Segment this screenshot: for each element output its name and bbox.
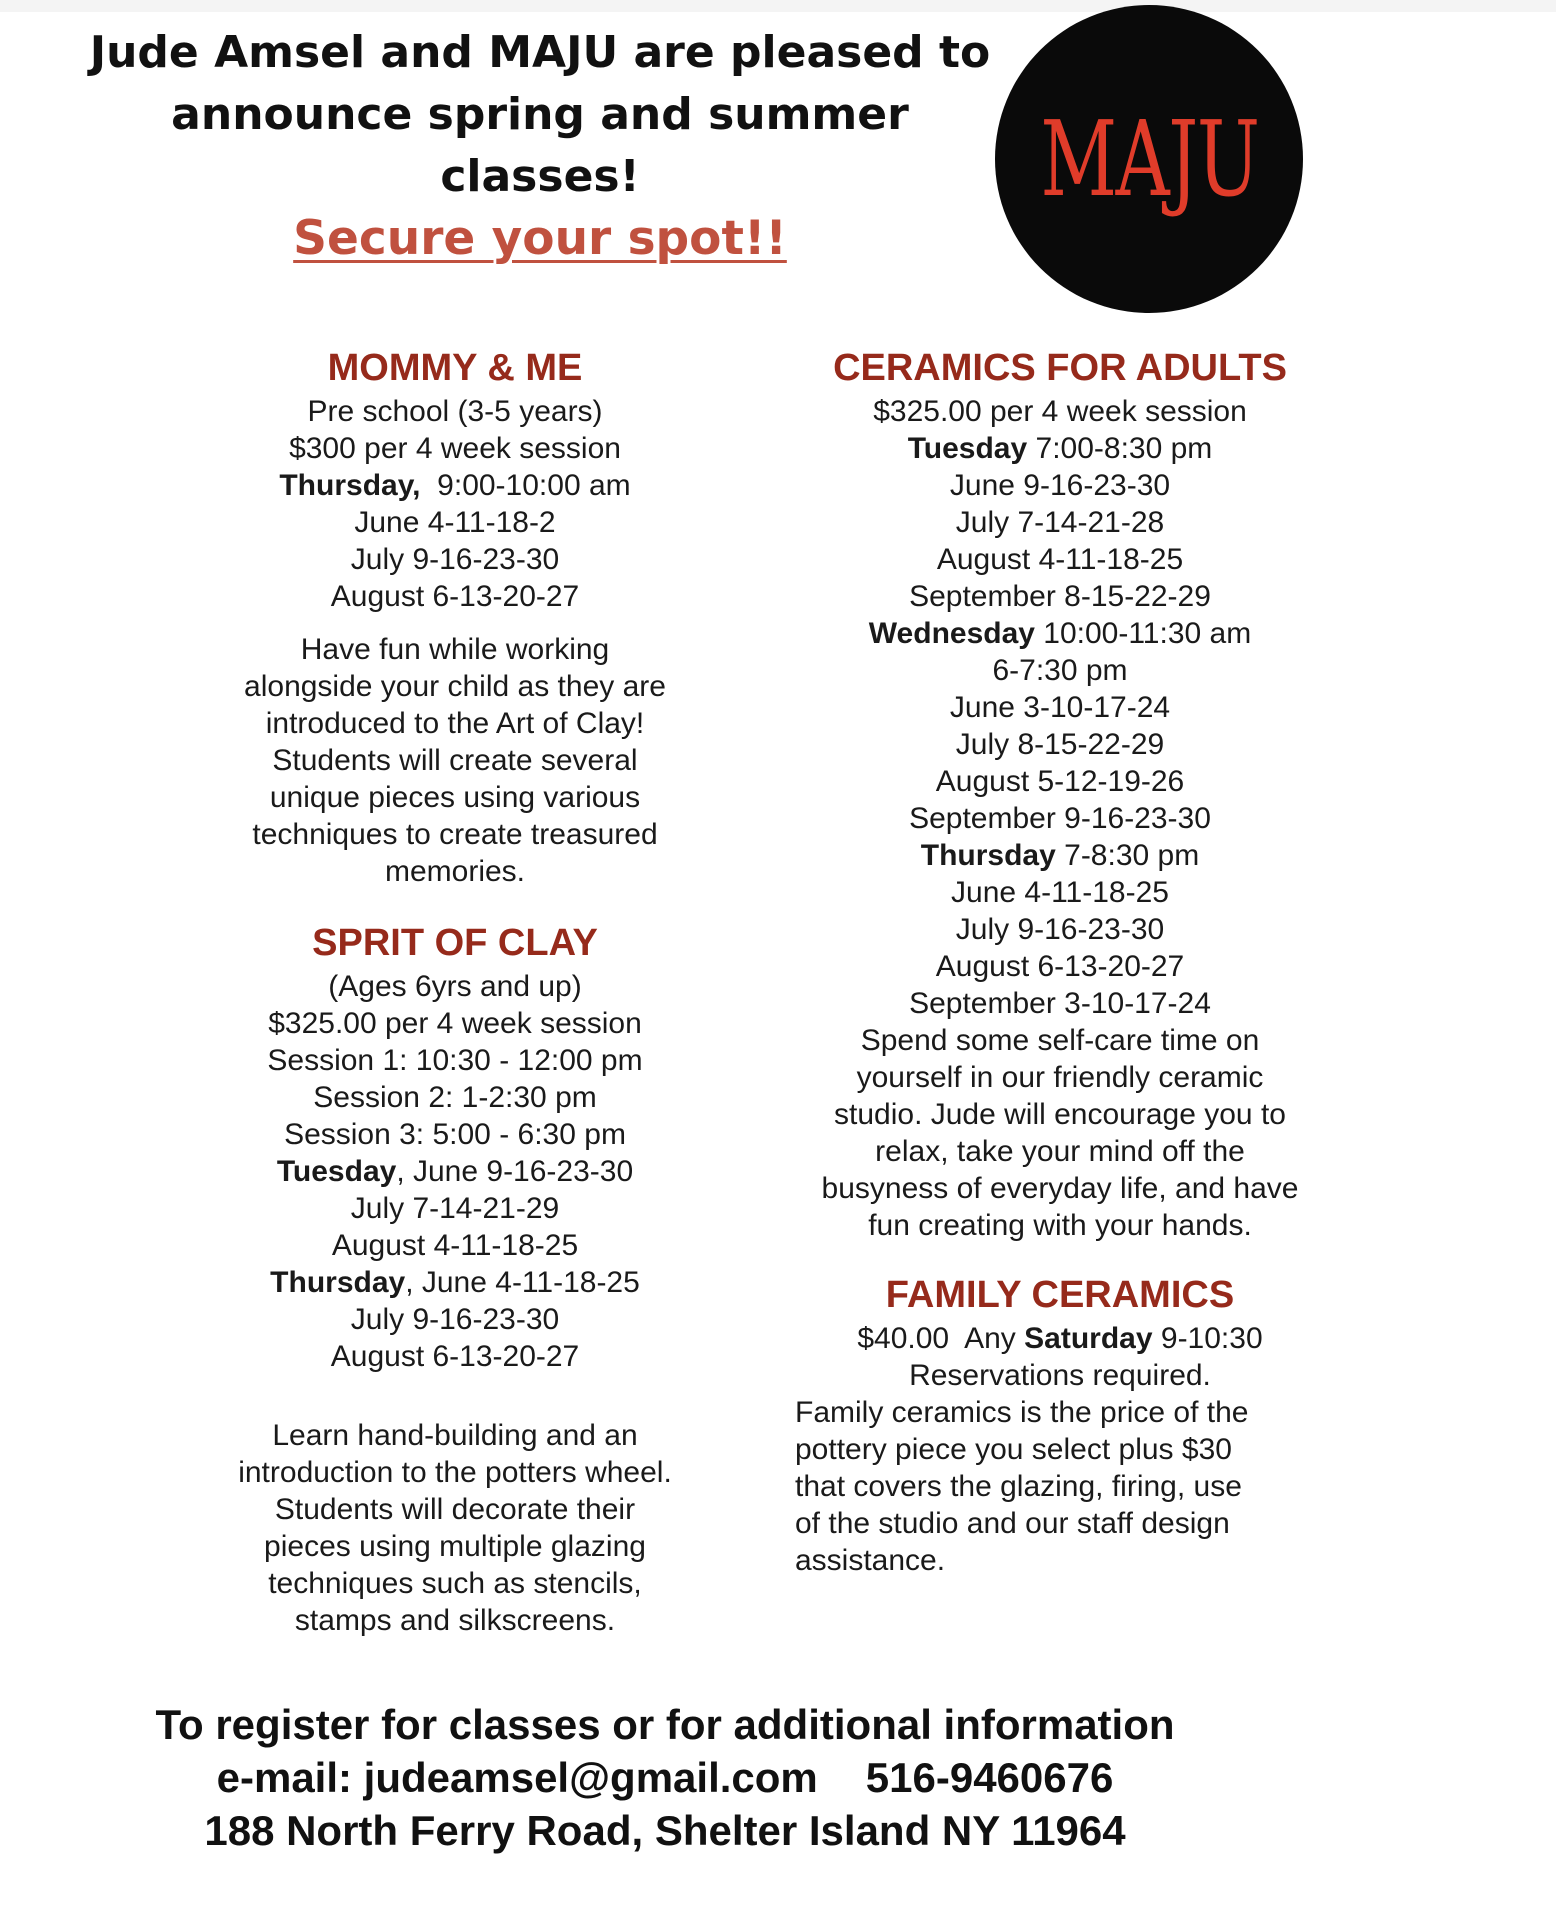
ceramics-for-adults-title: CERAMICS FOR ADULTS [833,347,1287,389]
sprit-of-clay-section [215,920,695,1639]
family-ceramics-title: FAMILY CERAMICS [885,1274,1235,1316]
mommy-day: Thursday, [279,469,421,502]
mommy-desc-line: techniques to create treasured [252,818,658,851]
mommy-schedule [215,467,695,504]
footer-contact-line [80,1751,1250,1804]
right-column [785,345,1335,1579]
family-price-text: $40.00 Any [857,1322,1025,1355]
adults-wednesday-day: Wednesday [868,617,1035,650]
family-reservation: Reservations required. [909,1359,1211,1392]
family-desc-line: assistance. [795,1544,946,1577]
mommy-dates-june: June 4-11-18-2 [354,506,556,539]
sprit-age: (Ages 6yrs and up) [328,970,582,1003]
footer-phone[interactable]: 516-9460676 [865,1754,1114,1801]
adults-tuesday [785,430,1335,467]
mommy-dates-july: July 9-16-23-30 [350,543,560,576]
adults-desc-line: busyness of everyday life, and have [821,1172,1299,1205]
sprit-thursday-august: August 6-13-20-27 [330,1340,580,1373]
adults-thursday-date: August 6-13-20-27 [935,950,1185,983]
adults-thursday [785,837,1335,874]
family-price [785,1320,1335,1357]
sprit-of-clay-title: SPRIT OF CLAY [312,922,598,964]
family-desc-line: of the studio and our staff design [795,1507,1230,1540]
heading-line-1: Jude Amsel and MAJU are pleased to [89,27,991,78]
mommy-age: Pre school (3-5 years) [307,395,603,428]
adults-wednesday-time-2: 6-7:30 pm [992,654,1128,687]
footer-address: 188 North Ferry Road, Shelter Island NY 11964 [204,1807,1126,1854]
adults-wednesday-time: 10:00-11:30 am [1034,617,1252,650]
sprit-thursday-july: July 9-16-23-30 [350,1303,560,1336]
sprit-desc-line: Students will decorate their [274,1493,636,1526]
mommy-and-me-section [215,345,695,890]
sprit-tuesday-july: July 7-14-21-29 [350,1192,560,1225]
sprit-session-1: Session 1: 10:30 - 12:00 pm [267,1044,643,1077]
footer-register-text: To register for classes or for additional information [155,1701,1175,1748]
adults-desc-line: Spend some self-care time on [860,1024,1260,1057]
sprit-tuesday-august: August 4-11-18-25 [331,1229,579,1262]
sprit-session-2: Session 2: 1-2:30 pm [313,1081,597,1114]
mommy-time: 9:00-10:00 am [420,469,631,502]
contact-footer [80,1698,1250,1857]
family-day: Saturday [1024,1322,1153,1355]
sprit-desc-line: pieces using multiple glazing [264,1530,646,1563]
ceramics-for-adults-section [785,345,1335,1244]
adults-desc-line: fun creating with your hands. [868,1209,1252,1242]
adults-wednesday-date: July 8-15-22-29 [955,728,1165,761]
left-column [215,345,695,1639]
mommy-desc-line: unique pieces using various [269,781,641,814]
adults-desc-line: yourself in our friendly ceramic [856,1061,1264,1094]
mommy-and-me-title: MOMMY & ME [327,347,583,389]
adults-thursday-time: 7-8:30 pm [1055,839,1200,872]
adults-tuesday-time: 7:00-8:30 pm [1027,432,1213,465]
sprit-desc-line: introduction to the potters wheel. [238,1456,672,1489]
family-desc-line: Family ceramics is the price of the [795,1396,1249,1429]
mommy-desc-line: Have fun while working [300,633,610,666]
sprit-desc-line: Learn hand-building and an [272,1419,638,1452]
family-time: 9-10:30 [1152,1322,1263,1355]
maju-logo [995,5,1303,313]
adults-desc-line: relax, take your mind off the [875,1135,1245,1168]
heading-line-3: classes! [440,151,640,202]
mommy-desc-line: memories. [384,855,526,888]
adults-wednesday-date: August 5-12-19-26 [935,765,1185,798]
heading-line-2: announce spring and summer [171,89,909,140]
sprit-thursday [215,1264,695,1301]
mommy-desc-line: alongside your child as they are [244,670,666,703]
footer-email[interactable]: e-mail: judeamsel@gmail.com [216,1754,818,1801]
sprit-price: $325.00 per 4 week session [268,1007,642,1040]
adults-wednesday-date: September 9-16-23-30 [909,802,1211,835]
adults-thursday-date: June 4-11-18-25 [951,876,1169,909]
sprit-tuesday-dates: , June 9-16-23-30 [396,1155,634,1188]
mommy-desc-line: Students will create several [272,744,638,777]
mommy-desc-line: introduced to the Art of Clay! [265,707,645,740]
top-bar [0,0,1556,12]
sprit-thursday-day: Thursday [270,1266,406,1299]
adults-tuesday-date: June 9-16-23-30 [949,469,1171,502]
adults-thursday-day: Thursday [920,839,1056,872]
adults-thursday-date: July 9-16-23-30 [955,913,1165,946]
adults-price: $325.00 per 4 week session [873,395,1247,428]
family-desc-line: that covers the glazing, firing, use [795,1470,1242,1503]
adults-wednesday-date: June 3-10-17-24 [949,691,1171,724]
mommy-price: $300 per 4 week session [289,432,621,465]
sprit-thursday-dates: , June 4-11-18-25 [405,1266,640,1299]
adults-tuesday-day: Tuesday [907,432,1028,465]
logo-text: MAJU [1039,98,1259,220]
sprit-tuesday-day: Tuesday [276,1155,397,1188]
announcement-heading [80,22,1000,271]
sprit-tuesday [215,1153,695,1190]
adults-tuesday-date: September 8-15-22-29 [909,580,1211,613]
adults-wednesday [785,615,1335,652]
secure-spot-link[interactable]: Secure your spot!! [293,211,787,266]
adults-desc-line: studio. Jude will encourage you to [834,1098,1286,1131]
sprit-desc-line: techniques such as stencils, [268,1567,642,1600]
adults-tuesday-date: July 7-14-21-28 [955,506,1165,539]
mommy-dates-august: August 6-13-20-27 [330,580,580,613]
adults-tuesday-date: August 4-11-18-25 [936,543,1184,576]
sprit-desc-line: stamps and silkscreens. [294,1604,616,1637]
family-ceramics-section [785,1272,1335,1579]
sprit-session-3: Session 3: 5:00 - 6:30 pm [284,1118,626,1151]
adults-thursday-date: September 3-10-17-24 [909,987,1211,1020]
family-desc-line: pottery piece you select plus $30 [795,1433,1232,1466]
